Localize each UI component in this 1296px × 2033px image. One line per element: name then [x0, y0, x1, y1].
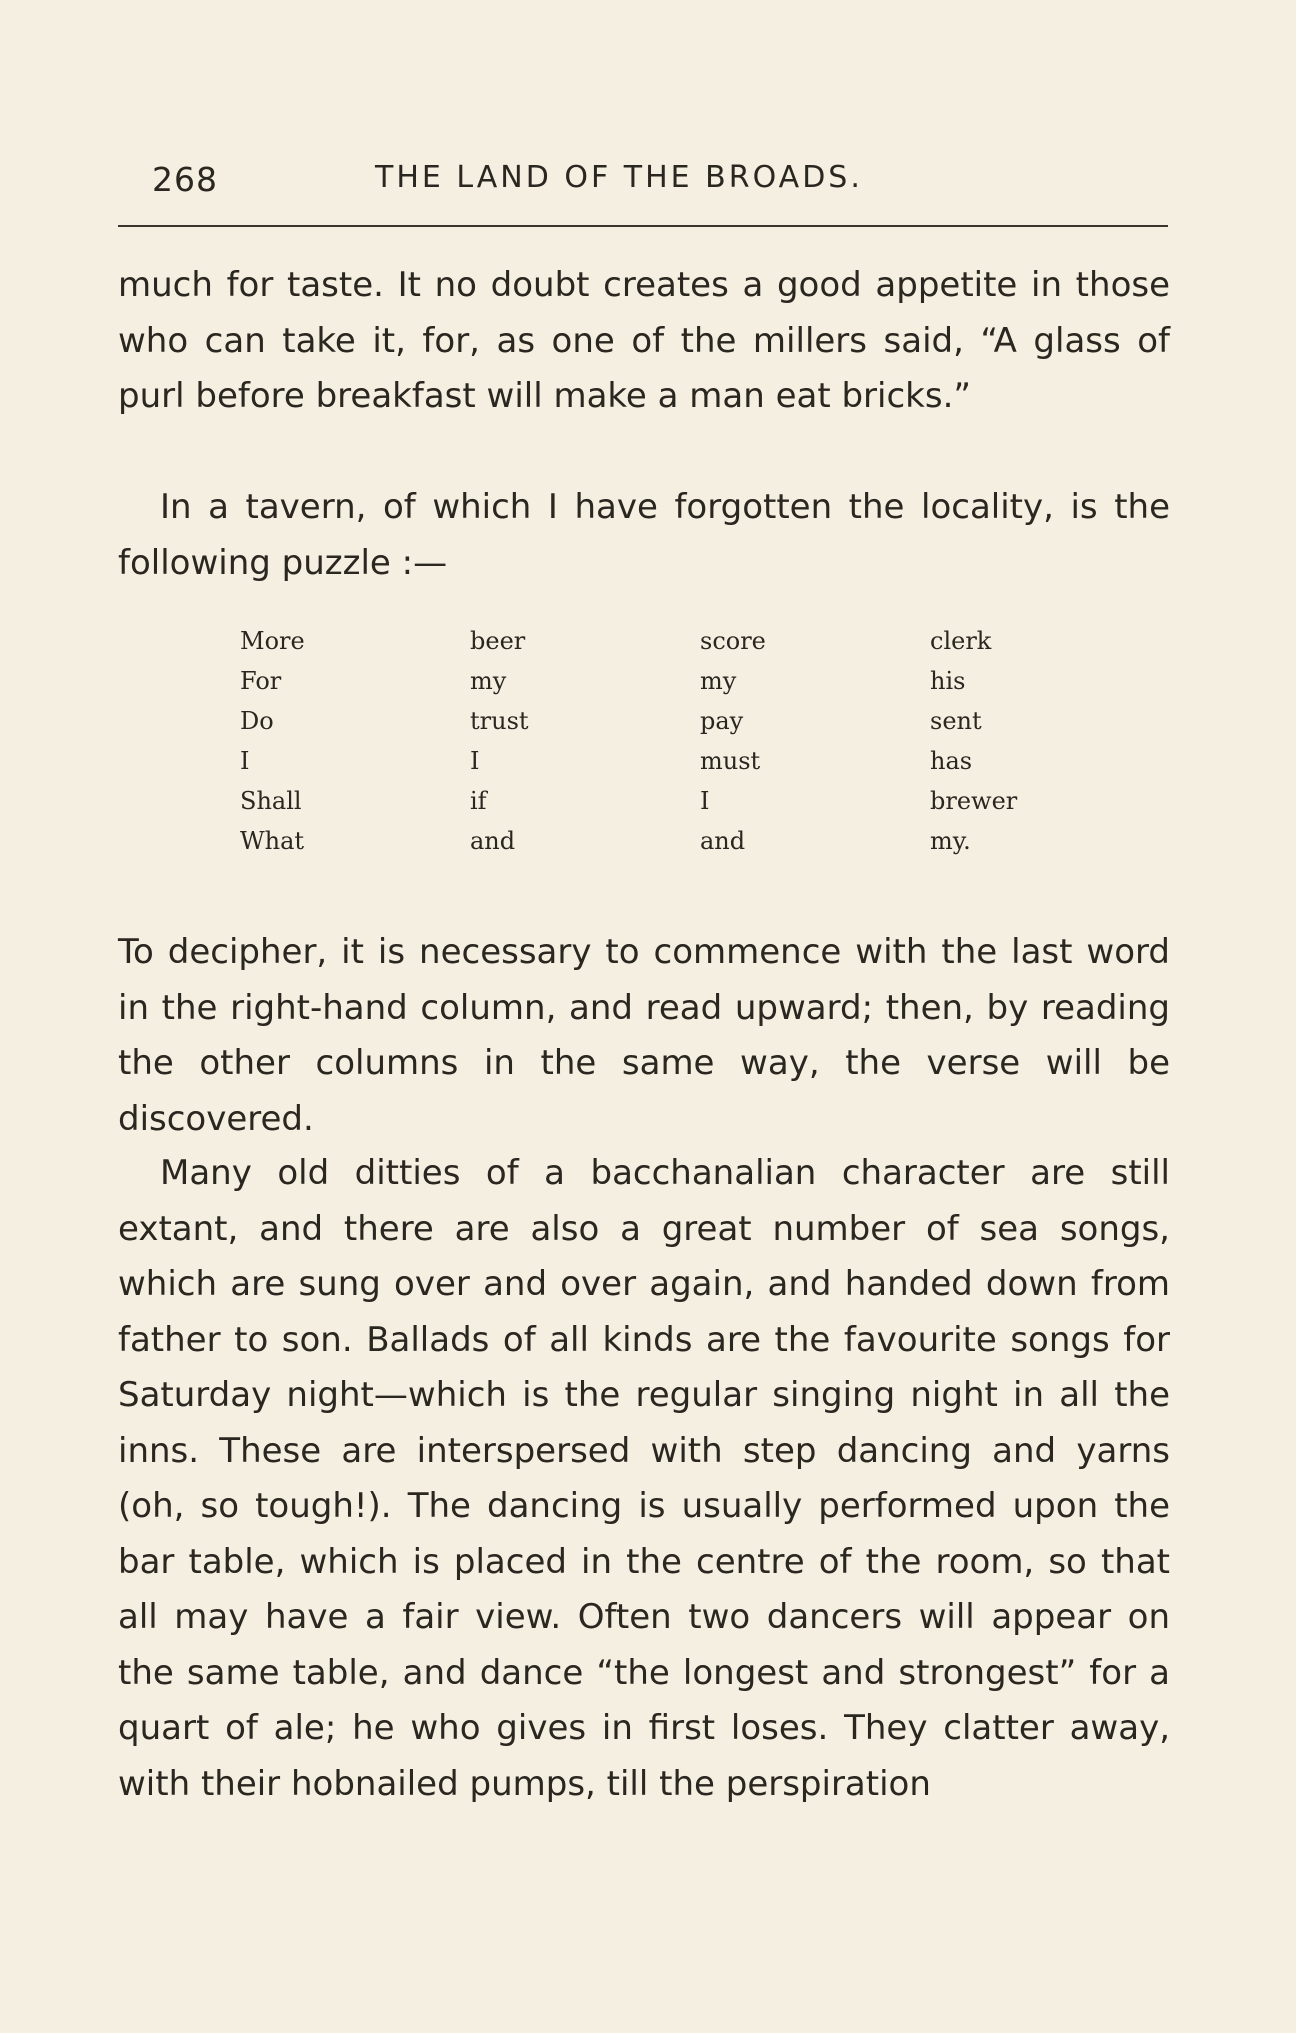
puzzle-cell: sent: [930, 707, 982, 735]
puzzle-cell: and: [470, 827, 516, 855]
puzzle-cell: I: [700, 787, 710, 815]
paragraph-4: Many old ditties of a bacchanalian character are still extant, and there are also a great number of sea songs, which are sung over and over again, and handed down from father to son. Ballads of all kinds are the favourite songs for Saturday night—which is the regular singing night in all the inns. These are interspersed with step dancing and yarns (oh, so tough!). The dancing is usually performed upon the bar table, which is placed in the centre of the room, so that all may have a fair view. Often two dancers will appear on the same table, and dance “the longest and strongest” for a quart of ale; he who gives in first loses. They clatter away, with their hobnailed pumps, till the perspiration: [118, 1153, 1170, 1804]
puzzle-cell: I: [240, 747, 250, 775]
paragraph-3: To decipher, it is necessary to commence with the last word in the right-hand column, and read upward; then, by reading the other columns in the same way, the verse will be discovered.: [118, 932, 1170, 1139]
puzzle-row: [240, 821, 1100, 861]
puzzle-cell: brewer: [930, 787, 1018, 815]
puzzle-cell: my: [470, 667, 507, 695]
header-rule: [118, 225, 1168, 227]
puzzle-cell: I: [470, 747, 480, 775]
puzzle-row: [240, 621, 1100, 661]
puzzle-cell: clerk: [930, 627, 992, 655]
puzzle-cell: More: [240, 627, 305, 655]
puzzle-cell: my.: [930, 827, 971, 855]
puzzle-cell: score: [700, 627, 766, 655]
paragraph-2: In a tavern, of which I have forgotten the locality, is the following puzzle :—: [118, 487, 1170, 583]
running-title: THE LAND OF THE BROADS.: [375, 160, 863, 195]
puzzle-row: [240, 661, 1100, 701]
puzzle-table: [240, 621, 1100, 861]
puzzle-cell: has: [930, 747, 973, 775]
puzzle-cell: For: [240, 667, 282, 695]
puzzle-cell: his: [930, 667, 966, 695]
puzzle-cell: if: [470, 787, 487, 815]
puzzle-row: [240, 741, 1100, 781]
puzzle-cell: must: [700, 747, 761, 775]
puzzle-row: [240, 781, 1100, 821]
puzzle-cell: Do: [240, 707, 274, 735]
puzzle-cell: trust: [470, 707, 529, 735]
puzzle-row: [240, 701, 1100, 741]
page-number: 268: [152, 160, 218, 199]
puzzle-cell: Shall: [240, 787, 302, 815]
puzzle-cell: beer: [470, 627, 526, 655]
puzzle-cell: pay: [700, 707, 744, 735]
puzzle-cell: What: [240, 827, 305, 855]
puzzle-cell: my: [700, 667, 737, 695]
paragraph-1: much for taste. It no doubt creates a good appetite in those who can take it, for, as one of the millers said, “A glass of purl before breakfast will make a man eat bricks.”: [118, 265, 1170, 416]
page-header: [120, 160, 1170, 210]
puzzle-cell: and: [700, 827, 746, 855]
